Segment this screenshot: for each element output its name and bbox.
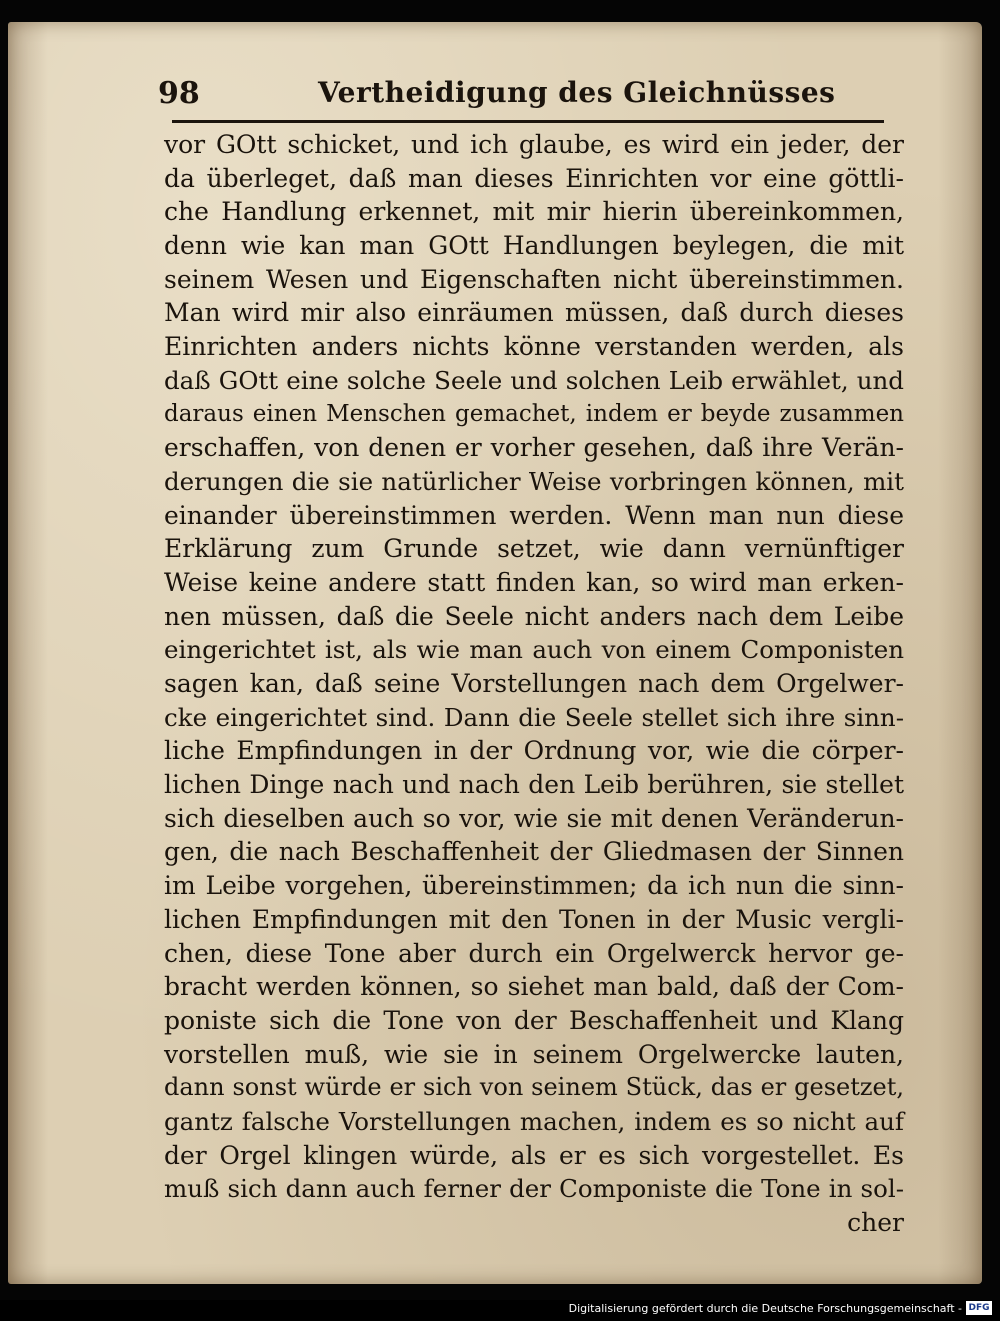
text-line: im Leibe vorgehen, übereinstimmen; da ich nun die sinn-: [164, 871, 904, 901]
text-line: dann sonst würde er sich von seinem Stück, das er gesetzet,: [164, 1073, 904, 1102]
text-line: bracht werden können, so siehet man bald, daß der Com-: [164, 972, 904, 1002]
text-line: cke eingerichtet sind. Dann die Seele stellet sich ihre sinn-: [164, 702, 904, 732]
text-line: daß GOtt eine solche Seele und solchen Leib erwählet, und: [164, 365, 904, 395]
text-line: erschaffen, von denen er vorher gesehen, daß ihre Verän-: [164, 433, 904, 463]
dfg-logo: DFG: [966, 1301, 992, 1315]
text-line: nen müssen, daß die Seele nicht anders nach dem Leibe: [164, 601, 904, 631]
text-line: Weise keine andere statt finden kan, so wird man erken-: [164, 567, 904, 597]
text-line: da überleget, daß man dieses Einrichten vor eine göttli-: [164, 163, 904, 193]
text-line: vor GOtt schicket, und ich glaube, es wird ein jeder, der: [164, 130, 904, 159]
text-line: poniste sich die Tone von der Beschaffenheit und Klang: [164, 1005, 904, 1035]
page-header: [148, 62, 908, 114]
text-line: liche Empfindungen in der Ordnung vor, wie die cörper-: [164, 736, 904, 766]
text-line: Einrichten anders nichts könne verstanden werden, als: [164, 332, 904, 362]
text-line: gantz falsche Vorstellungen machen, indem es so nicht auf: [164, 1106, 904, 1136]
text-line: vorstellen muß, wie sie in seinem Orgelwercke lauten,: [164, 1039, 904, 1069]
text-line: denn wie kan man GOtt Handlungen beylegen, die mit: [164, 231, 904, 261]
text-line: chen, diese Tone aber durch ein Orgelwerck hervor ge-: [164, 938, 904, 968]
text-line: Erklärung zum Grunde setzet, wie dann vernünftiger: [164, 534, 904, 564]
text-line: muß sich dann auch ferner der Componiste die Tone in sol-: [164, 1174, 904, 1204]
page-number: 98: [158, 76, 200, 111]
text-line: seinem Wesen und Eigenschaften nicht übereinstimmen.: [164, 264, 904, 294]
text-line: daraus einen Menschen gemachet, indem er beyde zusammen: [164, 400, 904, 427]
text-line: eingerichtet ist, als wie man auch von einem Componisten: [164, 635, 904, 665]
text-line: lichen Dinge nach und nach den Leib berühren, sie stellet: [164, 770, 904, 800]
text-line: Man wird mir also einräumen müssen, daß durch dieses: [164, 298, 904, 328]
header-rule: [172, 120, 884, 123]
catchword: cher: [847, 1208, 904, 1237]
text-line: lichen Empfindungen mit den Tonen in der Music vergli-: [164, 904, 904, 934]
running-head: Vertheidigung des Gleichnüsses: [318, 76, 836, 109]
text-line: gen, die nach Beschaffenheit der Gliedmasen der Sinnen: [164, 837, 904, 867]
text-line: sich dieselben auch so vor, wie sie mit denen Veränderun-: [164, 803, 904, 833]
text-line: che Handlung erkennet, mit mir hierin übereinkommen,: [164, 197, 904, 227]
digitization-credit: Digitalisierung gefördert durch die Deutsche Forschungsgemeinschaft -: [568, 1302, 962, 1315]
text-line: sagen kan, daß seine Vorstellungen nach dem Orgelwer-: [164, 669, 904, 698]
text-line: einander übereinstimmen werden. Wenn man nun diese: [164, 500, 904, 530]
text-line: der Orgel klingen würde, als er es sich vorgestellet. Es: [164, 1140, 904, 1170]
text-line: derungen die sie natürlicher Weise vorbringen können, mit: [164, 466, 904, 496]
body-text: [164, 128, 904, 1240]
